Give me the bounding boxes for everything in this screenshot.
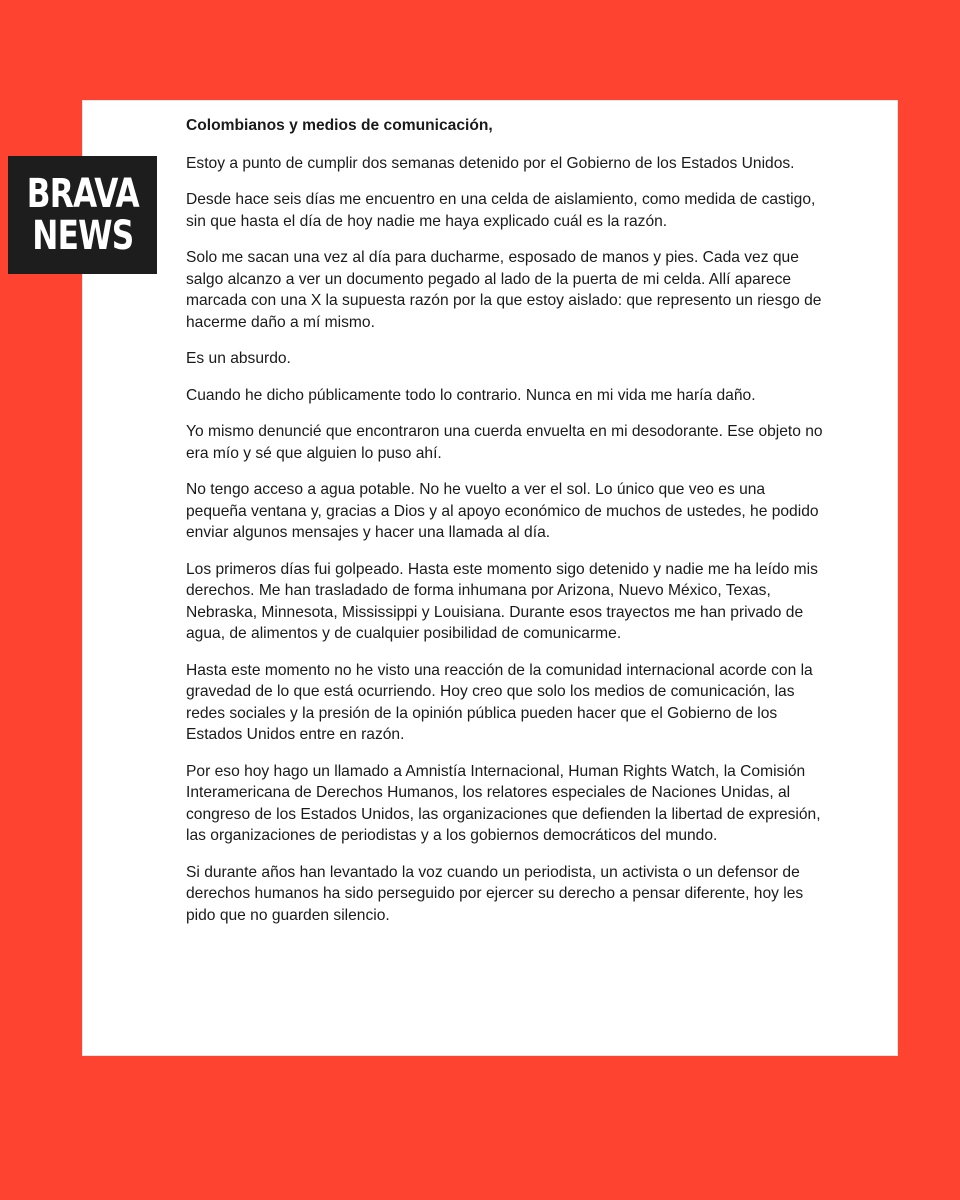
paragraph-8: Los primeros días fui golpeado. Hasta este momento sigo detenido y nadie me ha leído mis derechos. Me han trasladado de forma inhumana por Arizona, Nuevo México, Texas, Nebraska, Minnesota, Mississippi y Louisiana. Durante esos trayectos me han privado de agua, de alimentos y de cualquier posibilidad de comunicarme. <box>186 560 818 642</box>
paragraph-6: Yo mismo denuncié que encontraron una cuerda envuelta en mi desodorante. Ese objeto no era mío y sé que alguien lo puso ahí. <box>186 423 823 462</box>
logo-line-news: NEWS <box>31 213 134 259</box>
logo-line-brava: BRAVA <box>26 171 139 217</box>
paragraph-3: Solo me sacan una vez al día para ducharme, esposado de manos y pies. Cada vez que salgo alcanzo a ver un documento pegado al lado de la puerta de mi celda. Allí aparece marcada con una X la supuesta razón por la que estoy aislado: que represento un riesgo de hacerme daño a mí mismo. <box>186 249 822 331</box>
paragraph-1: Estoy a punto de cumplir dos semanas detenido por el Gobierno de los Estados Unidos. <box>186 154 795 172</box>
paragraph-2: Desde hace seis días me encuentro en una celda de aislamiento, como medida de castigo, sin que hasta el día de hoy nadie me haya explicado cuál es la razón. <box>186 191 816 230</box>
paragraph-10: Por eso hoy hago un llamado a Amnistía Internacional, Human Rights Watch, la Comisión Interamericana de Derechos Humanos, los relatores especiales de Naciones Unidas, al congreso de los Estados Unidos, las organizaciones que defienden la libertad de expresión, las organizaciones de periodistas y a los gobiernos democráticos del mundo. <box>186 762 821 844</box>
letter-document <box>82 100 898 1056</box>
paragraph-4: Es un absurdo. <box>186 350 291 367</box>
paragraph-5: Cuando he dicho públicamente todo lo contrario. Nunca en mi vida me haría daño. <box>186 386 756 404</box>
letter-body <box>186 115 826 941</box>
letter-greeting: Colombianos y medios de comunicación, <box>186 117 493 134</box>
brava-news-logo <box>8 156 157 274</box>
paragraph-9: Hasta este momento no he visto una reacción de la comunidad internacional acorde con la gravedad de lo que está ocurriendo. Hoy creo que solo los medios de comunicación, las redes sociales y la presión de la opinión pública pueden hacer que el Gobierno de los Estados Unidos entre en razón. <box>186 661 813 743</box>
paragraph-11: Si durante años han levantado la voz cuando un periodista, un activista o un defensor de derechos humanos ha sido perseguido por ejercer su derecho a pensar diferente, hoy les pido que no guarden silencio. <box>186 863 804 924</box>
paragraph-7: No tengo acceso a agua potable. No he vuelto a ver el sol. Lo único que veo es una pequeña ventana y, gracias a Dios y al apoyo económico de muchos de ustedes, he podido enviar algunos mensajes y hacer una llamada al día. <box>186 481 819 541</box>
